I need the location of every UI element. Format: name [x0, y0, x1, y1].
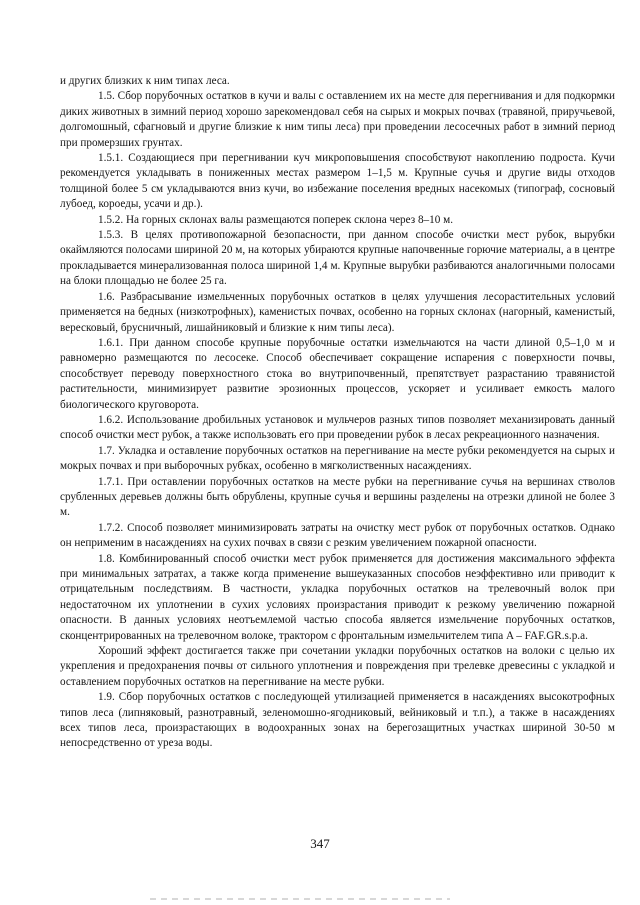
paragraph-1-8: 1.8. Комбинированный способ очистки мест рубок применяется для достижения максимального эффекта при минимальных затратах, а также когда применение вышеуказанных способов неэффективно или приводит к отрицательным последствиям. В частности, укладка порубочных остатков на трелевочный волок при недостаточном их уплотнении в сухих условиях произрастания приводит к резкому увеличению пожарной опасности. В данных условиях неотъемлемой частью способа является измельчение порубочных остатков, сконцентрированных на трелевочном волоке, трактором с фронтальным измельчителем типа A – FAF.GR.s.p.a. — [60, 552, 615, 642]
paragraph-1-7-1: 1.7.1. При оставлении порубочных остатков на месте рубки на перегнивание сучья на вершинах стволов срубленных деревьев должны быть обрублены, крупные сучья и вершины разделены на отрезки длиной не более 3 м. — [60, 475, 615, 519]
paragraph-1-6-2: 1.6.2. Использование дробильных установок и мульчеров разных типов позволяет механизировать данный способ очистки мест рубок, а также использовать его при проведении рубок в лесах рекреационного назначения. — [60, 413, 615, 442]
paragraph-1-7-2: 1.7.2. Способ позволяет минимизировать затраты на очистку мест рубок от порубочных остатков. Однако он неприменим в насаждениях на сухих почвах в связи с резким увеличением пожарной опасности. — [60, 521, 615, 550]
paragraph-1-5-3: 1.5.3. В целях противопожарной безопасности, при данном способе очистки мест рубок, вырубки окаймляются полосами шириной 20 м, на которых убираются крупные напочвенные горючие материалы, а в центре прокладывается минерализованная полоса шириной 1,4 м. Крупные вырубки разбиваются аналогичными полосами на блоки площадью не более 25 га. — [60, 229, 615, 288]
paragraph-1-6: 1.6. Разбрасывание измельченных порубочных остатков в целях улучшения лесорастительных условий применяется на бедных (низкотрофных), каменистых почвах, особенно на горных склонах (нагорный, каменистый, вересковый, брусничный, лишайниковый и близкие к ним типы леса). — [60, 290, 615, 334]
body-text — [60, 74, 615, 752]
paragraph-1-5: 1.5. Сбор порубочных остатков в кучи и валы с оставлением их на месте для перегнивания и для подкормки диких животных в зимний период хорошо зарекомендовал себя на сырых и мокрых почвах (травяной, приручьевой, долгомошный, сфагновый и другие близкие к ним типы леса) при проведении лесосечных работ в зимний период при промерзших грунтах. — [60, 90, 615, 149]
scan-edge-artifact — [150, 898, 450, 900]
paragraph-1-9: 1.9. Сбор порубочных остатков с последующей утилизацией применяется в насаждениях высокотрофных типов леса (липняковый, разнотравный, зеленомошно-ягодниковый, вейниковый и т.п.), а также в насаждениях всех типов леса, произрастающих в водоохранных зонах на берегозащитных участках шириной 30-50 м непосредственно от уреза воды. — [60, 691, 615, 750]
paragraph-1-6-1: 1.6.1. При данном способе крупные порубочные остатки измельчаются на части длиной 0,5–1,0 м и равномерно размещаются по лесосеке. Способ обеспечивает сокращение испарения с поверхности почвы, способствует переводу поверхностного стока во внутрипочвенный, препятствует разрастанию травянистой растительности, минимизирует развитие эрозионных процессов, ускоряет и усиливает емкость малого биологического круговорота. — [60, 336, 615, 411]
paragraph-continuation: и других близких к ним типах леса. — [60, 75, 230, 87]
paragraph-1-5-1: 1.5.1. Создающиеся при перегнивании куч микроповышения способствуют накоплению подроста. Кучи рекомендуется укладывать в пониженных местах размером 1–1,5 м. Крупные сучья и другие виды отходов толщиной более 5 см укладываются вниз кучи, во избежание поселения вредных насекомых (типограф, сосновый лубоед, короеды, усачи и др.). — [60, 152, 615, 211]
paragraph-1-7: 1.7. Укладка и оставление порубочных остатков на перегнивание на месте рубки рекомендуется на сырых и мокрых почвах и при выборочных рубках, особенно в мягколиственных насаждениях. — [60, 444, 615, 473]
page-number: 347 — [310, 836, 330, 851]
paragraph-combined-effect: Хороший эффект достигается также при сочетании укладки порубочных остатков на волоки с целью их укрепления и предохранения почвы от сильного уплотнения и повреждения при трелевке древесины с укладкой и оставлением порубочных остатков на перегнивание на месте рубки. — [60, 645, 615, 688]
paragraph-1-5-2: 1.5.2. На горных склонах валы размещаются поперек склона через 8–10 м. — [98, 213, 454, 226]
